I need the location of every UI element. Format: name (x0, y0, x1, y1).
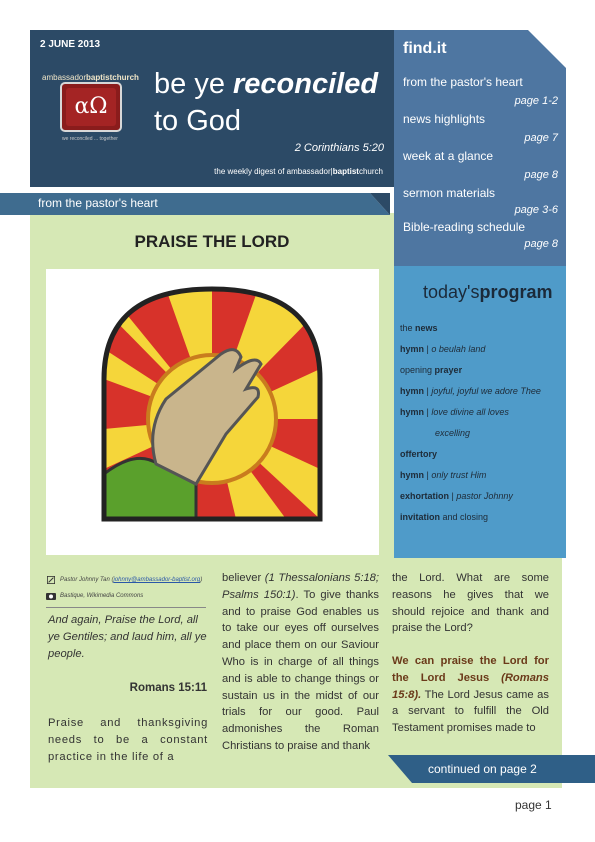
scripture-reference-inline: (1 Thessalonians 5:18; Psalms 150:1) (222, 572, 379, 601)
findit-page: page 3-6 (514, 204, 558, 216)
article-paragraph: We can praise the Lord for the Lord Jesus (Romans 15:8). The Lord Jesus came as a servant to fulfill the Old Testament promises made to (392, 655, 549, 735)
divider (46, 607, 206, 608)
findit-item-news[interactable]: news highlights (403, 112, 486, 126)
credit-email-link[interactable]: johnny@ambassador-baptist.org (113, 577, 201, 583)
article-paragraph: believer (1 Thessalonians 5:18; Psalms 150:1). To give thanks and to praise God enables us to take our eyes off ourselves and place them on our Saviour Who is in charge of all things and is able to change things or sustain us in the midst of our trials for our good. Paul admonishes the Roman Christians to praise and thank (222, 572, 379, 752)
issue-date: 2 JUNE 2013 (40, 39, 101, 50)
findit-corner (528, 30, 566, 68)
scripture-reference: 2 Corinthians 5:20 (294, 142, 384, 154)
program-item: invitation and closing (400, 512, 489, 522)
findit-item-bible-reading[interactable]: Bible-reading schedule (403, 220, 526, 234)
banner-arrow (346, 193, 390, 215)
praying-hands-image (46, 269, 379, 555)
program-item: hymn | o beulah land (400, 344, 486, 354)
opening-quote: And again, Praise the Lord, all ye Gentiles; and laud him, all ye people. (48, 614, 207, 660)
article-title: PRAISE THE LORD (134, 232, 290, 251)
credit-author: Pastor Johnny Tan (johnny@ambassador-baptist.org) (60, 577, 203, 583)
findit-page: page 7 (524, 132, 558, 144)
program-title: today'sprogram (423, 282, 553, 302)
page-number: page 1 (515, 798, 552, 812)
continued-banner-notch (388, 755, 412, 783)
program-item: opening prayer (400, 365, 463, 375)
credit-image: Bastique, Wikimedia Commons (60, 593, 144, 599)
program-item: exhortation | pastor Johnny (400, 491, 513, 501)
findit-title: find.it (403, 40, 447, 57)
findit-item-sermon[interactable]: sermon materials (403, 186, 496, 200)
alpha-omega-icon: αΩ (74, 94, 108, 119)
program-item: hymn | only trust Him (400, 470, 487, 480)
pencil-icon (46, 576, 56, 584)
findit-page: page 8 (524, 169, 558, 181)
church-logo-name: ambassadorbaptistchurch (42, 73, 139, 82)
article-paragraph: the Lord. What are some reasons he gives that we should rejoice and thank and praise the Lord? (392, 572, 549, 635)
findit-item-pastors-heart[interactable]: from the pastor's heart (403, 75, 523, 89)
quote-reference: Romans 15:11 (129, 682, 207, 694)
masthead-title-line1: be ye reconciled (154, 68, 379, 100)
program-item: hymn | joyful, joyful we adore Thee (400, 386, 541, 396)
program-item-continuation: excelling (435, 428, 471, 438)
digest-tagline: the weekly digest of ambassador|baptistchurch (214, 167, 383, 176)
findit-item-week[interactable]: week at a glance (403, 149, 494, 163)
continued-link[interactable]: continued on page 2 (428, 762, 537, 776)
program-item: the news (400, 323, 438, 333)
camera-icon (46, 592, 56, 600)
logo-subtext: we reconciled ... together (62, 136, 118, 142)
section-banner-label: from the pastor's heart (38, 196, 158, 210)
findit-page: page 1-2 (514, 95, 558, 107)
program-item: hymn | love divine all loves (400, 407, 509, 417)
article-paragraph: Praise and thanksgiving needs to be a constant practice in the life of a (48, 717, 208, 763)
masthead-title-line2: to God (154, 105, 242, 137)
program-item: offertory (400, 449, 438, 459)
findit-page: page 8 (524, 238, 558, 250)
